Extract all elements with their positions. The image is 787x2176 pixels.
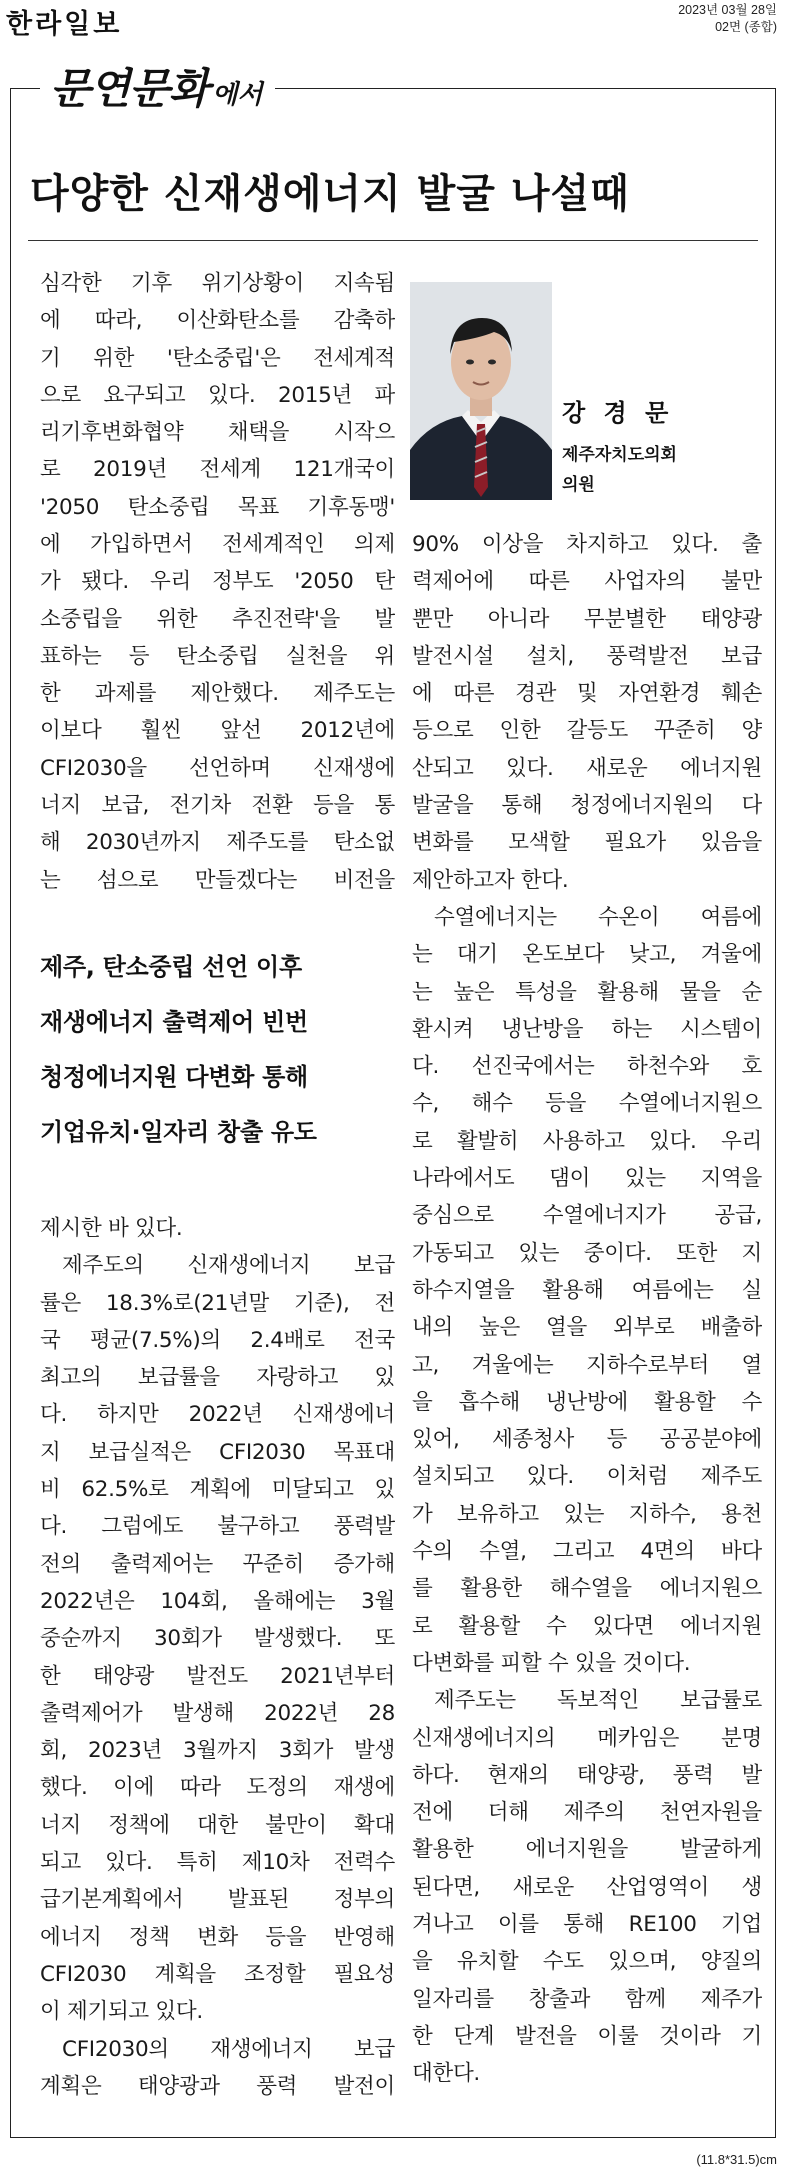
text-line: 제주도의 신재생에너지 보급 bbox=[62, 1253, 395, 1279]
subheadline-3: 청정에너지원 다변화 통해 bbox=[40, 1063, 308, 1091]
text-line: 는 대기 온도보다 낮고, 겨울에 bbox=[412, 942, 762, 968]
text-line: 일자리를 창출과 함께 제주가 bbox=[412, 1986, 762, 2012]
newspaper-masthead: 한라일보 bbox=[6, 9, 123, 40]
text-line: 비 62.5%로 계획에 미달되고 있 bbox=[40, 1477, 395, 1503]
text-line: CFI2030의 재생에너지 보급 bbox=[62, 2036, 395, 2062]
text-line: 이 제기되고 있다. bbox=[40, 1999, 203, 2025]
headline: 다양한 신재생에너지 발굴 나설때 bbox=[30, 171, 630, 217]
text-line: 고, 겨울에는 지하수로부터 열 bbox=[412, 1352, 762, 1378]
body-column-left-top bbox=[40, 265, 395, 526]
text-line: 기 위한 '탄소중립'은 전세계적 bbox=[40, 345, 395, 371]
text-line: '2050 탄소중립 목표 기후동맹' bbox=[40, 494, 395, 520]
text-line: 에 따라, 이산화탄소를 감축하 bbox=[40, 308, 395, 334]
text-line: 다. 하지만 2022년 신재생에너 bbox=[40, 1402, 395, 1428]
text-line: 급기본계획에서 발표된 정부의 bbox=[40, 1887, 395, 1913]
text-line: 설치되고 있다. 이처럼 제주도 bbox=[412, 1464, 762, 1490]
text-line: 로 2019년 전세계 121개국이 bbox=[40, 457, 395, 483]
text-line: 90% 이상을 차지하고 있다. 출 bbox=[412, 532, 762, 557]
page-number: 02면 (종합) bbox=[715, 20, 777, 34]
text-line: 중순까지 30회가 발생했다. 또 bbox=[40, 1626, 395, 1652]
text-line: 전에 더해 제주의 천연자원을 bbox=[412, 1800, 762, 1826]
text-line: 해 2030년까지 제주도를 탄소없 bbox=[40, 830, 395, 856]
text-line: 에 따른 경관 및 자연환경 훼손 bbox=[412, 681, 762, 707]
text-line: 이보다 훨씬 앞선 2012년에 bbox=[40, 718, 395, 744]
text-line: 발전시설 설치, 풍력발전 보급 bbox=[412, 643, 762, 669]
text-line: 너지 보급, 전기차 전환 등을 통 bbox=[40, 793, 395, 819]
section-logo-suffix: 에서 bbox=[212, 80, 263, 110]
headline-divider bbox=[28, 240, 758, 241]
text-line: 한 태양광 발전도 2021년부터 bbox=[40, 1663, 395, 1689]
author-portrait-icon bbox=[410, 282, 552, 500]
text-line: 하수지열을 활용해 여름에는 실 bbox=[412, 1277, 762, 1303]
section-logo bbox=[40, 56, 275, 113]
text-line: 제시한 바 있다. bbox=[40, 1216, 183, 1241]
text-line: 하다. 현재의 태양광, 풍력 발 bbox=[412, 1762, 762, 1788]
text-line: 가 됐다. 우리 정부도 '2050 탄 bbox=[40, 569, 395, 595]
text-line: 된다면, 새로운 산업영역이 생 bbox=[412, 1874, 762, 1900]
subheadline-1: 제주, 탄소중립 선언 이후 bbox=[40, 953, 302, 981]
text-line: 는 섬으로 만들겠다는 비전을 bbox=[40, 867, 395, 893]
text-line: 겨나고 이를 통해 RE100 기업 bbox=[412, 1911, 762, 1937]
publication-info bbox=[678, 2, 777, 36]
text-line: 다. 선진국에서는 하천수와 호 bbox=[412, 1054, 762, 1080]
text-line: 를 활용한 해수열을 에너지원으 bbox=[412, 1576, 762, 1602]
text-line: 전의 출력제어는 꾸준히 증가해 bbox=[40, 1551, 395, 1577]
section-logo-main: 문연문화 bbox=[50, 64, 209, 113]
text-line: 심각한 기후 위기상황이 지속됨 bbox=[40, 271, 395, 296]
text-line: 소중립을 위한 추진전략'을 발 bbox=[40, 606, 395, 632]
text-line: 수의 수열, 그리고 4면의 바다 bbox=[412, 1539, 762, 1565]
author-name: 강 경 문 bbox=[562, 399, 674, 427]
text-line: CFI2030 계획을 조정할 필요성 bbox=[40, 1961, 395, 1987]
author-affiliation: 제주자치도의회 bbox=[562, 445, 677, 465]
text-line: 가동되고 있는 중이다. 또한 지 bbox=[412, 1240, 762, 1266]
body-column-right bbox=[412, 526, 762, 2092]
publication-date: 2023년 03월 28일 bbox=[678, 3, 777, 17]
text-line: 국 평균(7.5%)의 2.4배로 전국 bbox=[40, 1327, 395, 1353]
text-line: 에너지 정책 변화 등을 반영해 bbox=[40, 1924, 395, 1950]
text-line: 한 단계 발전을 이룰 것이라 기 bbox=[412, 2023, 762, 2049]
text-line: 는 높은 특성을 활용해 물을 순 bbox=[412, 979, 762, 1005]
text-line: 뿐만 아니라 무분별한 태양광 bbox=[412, 606, 762, 632]
text-line: 되고 있다. 특히 제10차 전력수 bbox=[40, 1850, 395, 1876]
text-line: 변화를 모색할 필요가 있음을 bbox=[412, 830, 762, 856]
text-line: 수열에너지는 수온이 여름에 bbox=[434, 904, 762, 930]
text-line: 표하는 등 탄소중립 실천을 위 bbox=[40, 643, 395, 669]
text-line: 에 가입하면서 전세계적인 의제 bbox=[40, 532, 395, 557]
text-line: 2022년은 104회, 올해에는 3월 bbox=[40, 1588, 395, 1614]
text-line: 회, 2023년 3월까지 3회가 발생 bbox=[40, 1738, 395, 1764]
text-line: 률은 18.3%로(21년말 기준), 전 bbox=[40, 1290, 395, 1316]
text-line: 을 유치할 수도 있으며, 양질의 bbox=[412, 1949, 762, 1975]
text-line: 으로 요구되고 있다. 2015년 파 bbox=[40, 382, 395, 408]
author-photo bbox=[410, 282, 552, 500]
subheadline-2: 재생에너지 출력제어 빈번 bbox=[40, 1008, 308, 1036]
text-line: 출력제어가 발생해 2022년 28 bbox=[40, 1700, 395, 1726]
text-line: 신재생에너지의 메카임은 분명 bbox=[412, 1725, 762, 1751]
subheadline-4: 기업유치·일자리 창출 유도 bbox=[40, 1118, 317, 1146]
author-role: 의원 bbox=[562, 475, 595, 495]
body-column-left-bottom bbox=[40, 1210, 395, 2105]
text-line: 제안하고자 한다. bbox=[412, 867, 569, 893]
article-size-note: (11.8*31.5)cm bbox=[696, 2152, 777, 2167]
body-column-left-mid bbox=[40, 526, 395, 899]
text-line: CFI2030을 선언하며 신재생에 bbox=[40, 755, 395, 781]
text-line: 산되고 있다. 새로운 에너지원 bbox=[412, 755, 762, 781]
text-line: 계획은 태양광과 풍력 발전이 bbox=[40, 2073, 395, 2099]
text-line: 발굴을 통해 청정에너지원의 다 bbox=[412, 793, 762, 819]
text-line: 다변화를 피할 수 있을 것이다. bbox=[412, 1650, 691, 1676]
text-line: 다. 그럼에도 불구하고 풍력발 bbox=[40, 1514, 395, 1540]
text-line: 을 흡수해 냉난방에 활용할 수 bbox=[412, 1389, 762, 1415]
text-line: 너지 정책에 대한 불만이 확대 bbox=[40, 1812, 395, 1838]
author-title bbox=[562, 440, 677, 500]
text-line: 최고의 보급률을 자랑하고 있 bbox=[40, 1365, 395, 1391]
text-line: 지 보급실적은 CFI2030 목표대 bbox=[40, 1439, 395, 1465]
text-line: 등으로 인한 갈등도 꾸준히 양 bbox=[412, 718, 762, 744]
text-line: 리기후변화협약 채택을 시작으 bbox=[40, 420, 395, 446]
subheadline-box bbox=[40, 940, 395, 1160]
text-line: 활용한 에너지원을 발굴하게 bbox=[412, 1837, 762, 1863]
text-line: 나라에서도 댐이 있는 지역을 bbox=[412, 1166, 762, 1192]
text-line: 한 과제를 제안했다. 제주도는 bbox=[40, 681, 395, 707]
text-line: 있어, 세종청사 등 공공분야에 bbox=[412, 1427, 762, 1453]
text-line: 로 활발히 사용하고 있다. 우리 bbox=[412, 1128, 762, 1154]
text-line: 수, 해수 등을 수열에너지원으 bbox=[412, 1091, 762, 1117]
text-line: 대한다. bbox=[412, 2061, 480, 2087]
text-line: 가 보유하고 있는 지하수, 용천 bbox=[412, 1501, 762, 1527]
text-line: 로 활용할 수 있다면 에너지원 bbox=[412, 1613, 762, 1639]
text-line: 했다. 이에 따라 도정의 재생에 bbox=[40, 1775, 395, 1801]
text-line: 중심으로 수열에너지가 공급, bbox=[412, 1203, 762, 1229]
text-line: 환시켜 냉난방을 하는 시스템이 bbox=[412, 1016, 762, 1042]
text-line: 내의 높은 열을 외부로 배출하 bbox=[412, 1315, 762, 1341]
text-line: 력제어에 따른 사업자의 불만 bbox=[412, 569, 762, 595]
text-line: 제주도는 독보적인 보급률로 bbox=[434, 1688, 762, 1714]
